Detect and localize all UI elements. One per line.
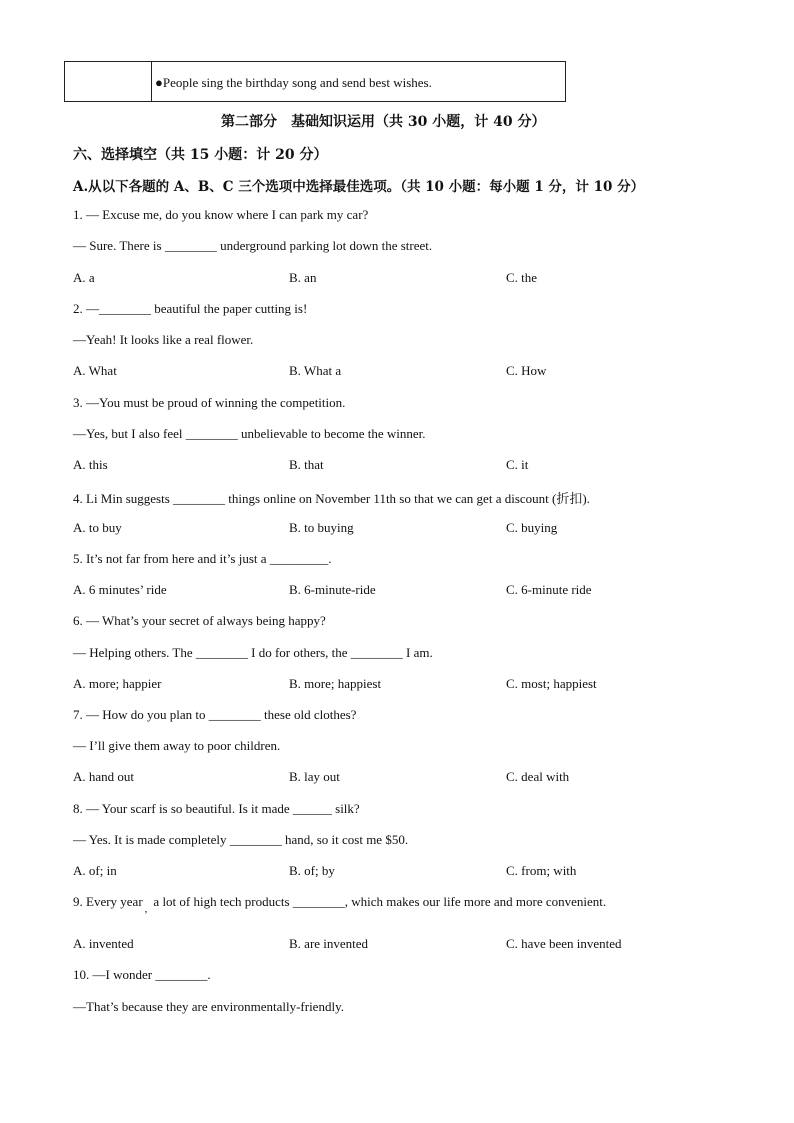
- question-10-stem: 10. —I wonder ________.: [73, 967, 211, 982]
- question-3-option-b: B. that: [289, 457, 324, 472]
- table-cell-divider: [151, 62, 152, 101]
- question-5-stem: 5. It’s not far from here and it’s just a _________.: [73, 551, 332, 566]
- bullet-icon: ●: [155, 75, 163, 90]
- question-7-option-b: B. lay out: [289, 769, 340, 784]
- question-7-response: — I’ll give them away to poor children.: [73, 738, 281, 753]
- question-5-option-c: C. 6-minute ride: [506, 582, 592, 597]
- question-4-option-c: C. buying: [506, 520, 558, 535]
- question-1-option-a: A. a: [73, 270, 95, 285]
- question-3-option-a: A. this: [73, 457, 108, 472]
- question-2-option-c: C. How: [506, 363, 547, 378]
- question-9-comma: ,: [144, 903, 148, 915]
- question-9-option-a: A. invented: [73, 936, 134, 951]
- question-4-option-b: B. to buying: [289, 520, 354, 535]
- question-7-option-a: A. hand out: [73, 769, 135, 784]
- question-8-stem: 8. — Your scarf is so beautiful. Is it made ______ silk?: [73, 801, 360, 816]
- question-2-option-b: B. What a: [289, 363, 342, 378]
- question-9-option-b: B. are invented: [289, 936, 369, 951]
- question-1-stem: 1. — Excuse me, do you know where I can park my car?: [73, 207, 369, 222]
- question-6-stem: 6. — What’s your secret of always being happy?: [73, 613, 326, 628]
- question-6-option-b: B. more; happiest: [289, 676, 382, 691]
- question-5-option-a: A. 6 minutes’ ride: [73, 582, 167, 597]
- question-2-response: —Yeah! It looks like a real flower.: [73, 332, 254, 347]
- question-6-option-a: A. more; happier: [73, 676, 162, 691]
- question-1-option-b: B. an: [289, 270, 317, 285]
- question-7-option-c: C. deal with: [506, 769, 570, 784]
- question-8-response: — Yes. It is made completely ________ hand, so it cost me $50.: [73, 832, 409, 847]
- question-6-response: — Helping others. The ________ I do for others, the ________ I am.: [73, 645, 433, 660]
- question-1-option-c: C. the: [506, 270, 538, 285]
- question-8-option-b: B. of; by: [289, 863, 335, 878]
- question-2-option-a: A. What: [73, 363, 117, 378]
- question-5-option-b: B. 6-minute-ride: [289, 582, 376, 597]
- table-cell-text: ●People sing the birthday song and send best wishes.: [155, 75, 432, 90]
- question-6-option-c: C. most; happiest: [506, 676, 597, 691]
- question-4-stem: 4. Li Min suggests ________ things online on November 11th so that we can get a discount (折扣).: [73, 491, 590, 506]
- question-3-response: —Yes, but I also feel ________ unbelievable to become the winner.: [73, 426, 426, 441]
- question-7-stem: 7. — How do you plan to ________ these old clothes?: [73, 707, 357, 722]
- question-8-option-a: A. of; in: [73, 863, 117, 878]
- question-2-stem: 2. —________ beautiful the paper cutting is!: [73, 301, 308, 316]
- question-8-option-c: C. from; with: [506, 863, 577, 878]
- question-3-stem: 3. —You must be proud of winning the competition.: [73, 395, 346, 410]
- question-4-option-a: A. to buy: [73, 520, 122, 535]
- table-row: [64, 61, 566, 102]
- question-9-stem: 9. Every year $_,$ a lot of high tech products ________, which makes our life more and more convenient.: [73, 894, 607, 915]
- question-3-option-c: C. it: [506, 457, 529, 472]
- part-title: 第二部分 基础知识运用（共 30 小题，计 40 分）: [221, 114, 546, 130]
- question-9-option-c: C. have been invented: [506, 936, 622, 951]
- question-1-response: — Sure. There is ________ underground parking lot down the street.: [73, 238, 433, 253]
- subsection-title: A.从以下各题的 A、B、C 三个选项中选择最佳选项。（共 10 小题：每小题 1 分，计 10 分）: [73, 179, 645, 195]
- question-10-response: —That’s because they are environmentally-friendly.: [73, 999, 344, 1014]
- section-title: 六、选择填空（共 15 小题：计 20 分）: [73, 147, 328, 163]
